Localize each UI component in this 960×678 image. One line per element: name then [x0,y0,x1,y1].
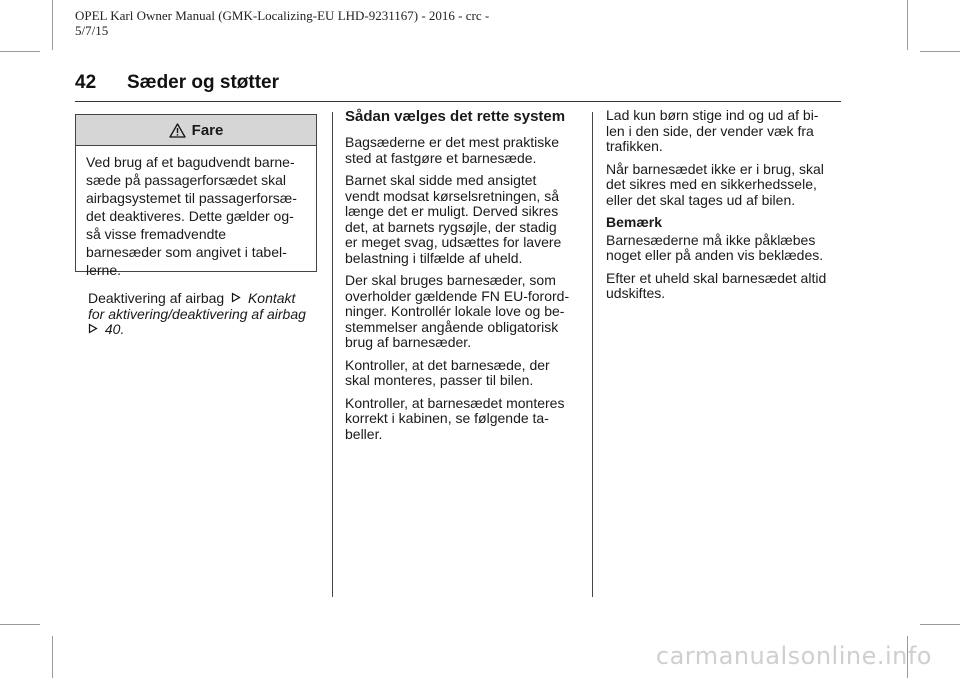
crop-mark [0,624,40,625]
warning-line: lerne. [86,262,122,278]
watermark: carmanualsonline.info [655,642,932,670]
text-line: er meget svag, udsættes for lavere [345,234,562,250]
paragraph [606,271,846,302]
text-line: Kontroller, at barnesædet monteres [345,394,565,411]
page-number: 42 [75,72,97,93]
column-divider [592,112,593,597]
paragraph [345,358,585,389]
text-line: skal monteres, passer til bilen. [345,372,534,388]
text-line: Bagsæderne er det mest praktiske [345,134,559,150]
warning-line: det deaktiveres. Dette gælder og- [86,208,294,224]
paragraph [345,396,585,443]
warning-line: sæde på passagerforsædet skal [86,172,286,188]
reference-arrow-icon [231,291,241,307]
reference-arrow-icon [88,322,98,338]
crop-mark [0,51,40,52]
text-line: Der skal bruges barnesæder, som [345,272,556,288]
column-divider [332,112,333,597]
text-line: ninger. Kontrollér lokale love og be- [345,303,565,319]
warning-header [76,115,316,146]
paragraph [606,162,846,209]
text-line: len i den side, der vender væk fra [606,122,814,139]
warning-line: airbagsystemet til passagerforsæ- [86,190,297,206]
meta-line: OPEL Karl Owner Manual (GMK-Localizing-EU LHD-9231167) - 2016 - crc - [75,8,490,23]
document-meta [75,8,555,38]
cross-reference-link[interactable]: for aktivering/deaktivering af airbag [88,305,306,322]
paragraph [606,108,846,155]
page-reference[interactable]: 40. [104,321,125,337]
text-line: belastning i tilfælde af uheld. [345,249,523,266]
text-line: længe det er muligt. Derved sikres [345,203,559,219]
text-line: trafikken. [606,138,663,154]
warning-title: Fare [191,121,224,139]
note-paragraph [606,233,846,264]
text-line: udskiftes. [606,285,666,301]
cross-reference-link[interactable]: Kontakt [247,290,296,306]
text-line: beller. [345,425,383,442]
text-line: brug af barnesæder. [345,334,472,350]
page-heading [75,72,279,94]
text-line: eller det skal tages ud af bilen. [606,191,796,208]
deactivation-text: Deaktivering af airbag [88,290,225,306]
column-choose-system [345,108,585,449]
warning-text [76,146,316,279]
airbag-deactivation-paragraph [88,291,318,338]
meta-line: 5/7/15 [75,23,109,38]
crop-mark [920,624,960,625]
section-title: Sæder og støtter [127,72,280,93]
crop-mark [52,636,53,678]
heading-rule [75,101,841,102]
text-line: korrekt i kabinen, se følgende ta- [345,410,549,426]
text-line: stemmelser angående obligatorisk [345,318,559,335]
warning-triangle-icon [169,123,186,138]
text-line: sted at fastgøre et barnesæde. [345,149,537,166]
text-line: Kontroller, at det barnesæde, der [345,356,550,373]
text-line: Barnet skal sidde med ansigtet [345,172,537,188]
crop-mark [920,51,960,52]
warning-box [75,114,317,278]
paragraph [345,273,585,351]
text-line: det sikres med en sikkerhedssele, [606,176,817,192]
warning-line: Ved brug af et bagudvendt barne- [86,154,295,170]
warning-line: så visse fremadvendte [86,226,227,242]
text-line: det, at barnets rygsøjle, der stadig [345,218,557,235]
text-line: Lad kun børn stige ind og ud af bi- [606,107,819,123]
text-line: vendt modsat kørselsretningen, så [345,187,559,204]
text-line: noget eller på anden vis beklædes. [606,247,824,263]
paragraph [345,173,585,266]
text-line: Når barnesædet ikke er i brug, skal [606,160,824,177]
paragraph [345,135,585,166]
section-heading: Sådan vælges det rette system [345,108,566,125]
crop-mark [907,0,908,50]
column-safety-notes [606,108,846,309]
warning-line: barnesæder som angivet i tabel- [86,244,287,260]
text-line: overholder gældende FN EU-forord- [345,287,570,304]
text-line: Barnesæderne må ikke påklæbes [606,231,816,248]
crop-mark [52,0,53,50]
note-label: Bemærk [606,214,663,230]
text-line: Efter et uheld skal barnesædet altid [606,269,827,286]
